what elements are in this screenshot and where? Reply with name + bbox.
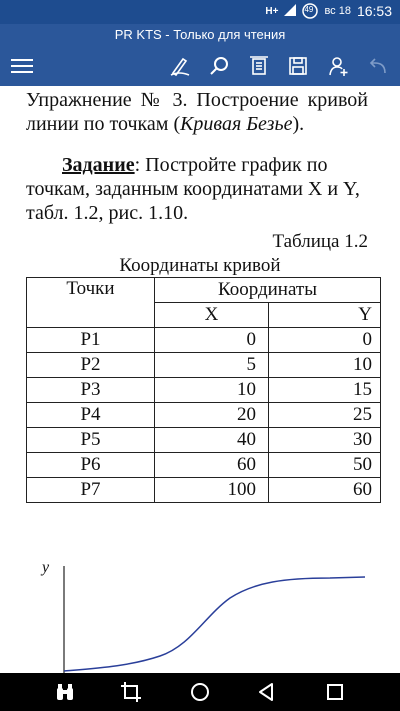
- header-points: Точки: [27, 278, 155, 328]
- undo-icon[interactable]: [364, 52, 392, 80]
- point-cell: P5: [27, 428, 155, 453]
- menu-icon[interactable]: [8, 52, 36, 80]
- point-cell: P4: [27, 403, 155, 428]
- fit-page-icon[interactable]: [245, 52, 273, 80]
- heading-end: ).: [292, 113, 305, 135]
- x-cell: 5: [155, 353, 269, 378]
- point-cell: P2: [27, 353, 155, 378]
- heading-text: Упражнение № 3. Построение кривой линии по точкам (: [26, 89, 368, 135]
- heading-italic: Кривая Безье: [180, 113, 293, 135]
- point-cell: P6: [27, 453, 155, 478]
- y-cell: 10: [269, 353, 381, 378]
- y-cell: 30: [269, 428, 381, 453]
- y-cell: 15: [269, 378, 381, 403]
- exercise-heading: [26, 88, 368, 136]
- y-axis-label: y: [42, 559, 50, 576]
- x-cell: 40: [155, 428, 269, 453]
- x-cell: 0: [155, 328, 269, 353]
- table-number: Таблица 1.2: [272, 231, 368, 252]
- x-cell: 20: [155, 403, 269, 428]
- save-icon[interactable]: [284, 52, 312, 80]
- x-cell: 10: [155, 378, 269, 403]
- search-icon[interactable]: [205, 52, 233, 80]
- y-cell: 0: [269, 328, 381, 353]
- recents-square-icon[interactable]: [322, 679, 348, 705]
- task-label: Задание: [62, 154, 135, 176]
- figure-curve: [30, 556, 370, 673]
- table-row: [27, 428, 381, 453]
- y-cell: 60: [269, 478, 381, 503]
- table-row: [27, 328, 381, 353]
- status-bar: [0, 0, 400, 24]
- signal-icon: [284, 4, 296, 19]
- system-nav-bar: [0, 673, 400, 711]
- table-row: [27, 378, 381, 403]
- battery-saver-icon: [302, 3, 318, 19]
- bezier-curve: [64, 577, 365, 671]
- table-header-row: [27, 278, 381, 303]
- status-time: 16:53: [356, 3, 392, 19]
- document-title: PR KTS - Только для чтения: [0, 24, 400, 46]
- header-y: Y: [269, 303, 381, 328]
- point-cell: P3: [27, 378, 155, 403]
- app-toolbar: [0, 46, 400, 86]
- x-cell: 100: [155, 478, 269, 503]
- document-page[interactable]: [0, 86, 400, 673]
- back-triangle-icon[interactable]: [254, 679, 280, 705]
- table-row: [27, 478, 381, 503]
- y-cell: 25: [269, 403, 381, 428]
- crop-rotate-icon[interactable]: [118, 679, 144, 705]
- table-row: [27, 353, 381, 378]
- header-x: X: [155, 303, 269, 328]
- table-title: Координаты кривой: [119, 255, 281, 276]
- x-cell: 60: [155, 453, 269, 478]
- network-type: H+: [265, 5, 279, 17]
- binoculars-icon[interactable]: [52, 679, 78, 705]
- draw-icon[interactable]: [166, 52, 194, 80]
- share-person-icon[interactable]: [324, 52, 352, 80]
- status-indicators: [265, 3, 392, 19]
- y-cell: 50: [269, 453, 381, 478]
- coordinates-table: [26, 277, 381, 503]
- table-row: [27, 453, 381, 478]
- task-paragraph: [26, 153, 368, 225]
- point-cell: P1: [27, 328, 155, 353]
- task-text: : Постройте график по точкам, заданным координатами X и Y, табл. 1.2, рис. 1.10.: [26, 154, 360, 224]
- header-coordinates: Координаты: [155, 278, 381, 303]
- battery-level: 49: [304, 5, 314, 14]
- home-circle-icon[interactable]: [187, 679, 213, 705]
- status-date: вс 18: [324, 5, 351, 17]
- point-cell: P7: [27, 478, 155, 503]
- table-row: [27, 403, 381, 428]
